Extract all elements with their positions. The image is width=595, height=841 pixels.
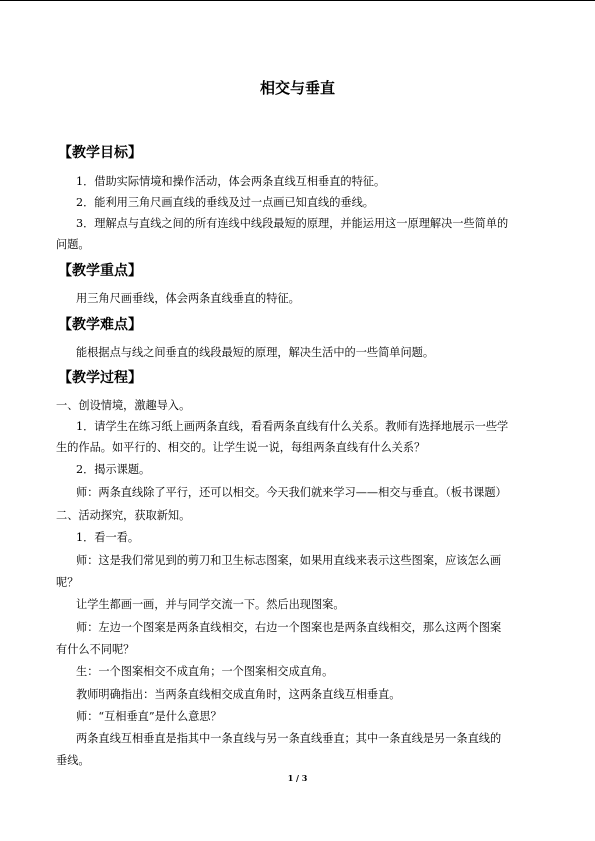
key-points-line-1: 用三角尺画垂线，体会两条直线垂直的特征。	[76, 292, 300, 305]
process-line-14: 教师明确指出：当两条直线相交成直角时，这两条直线互相垂直。	[76, 688, 401, 701]
process-line-10: 让学生都画一画，并与同学交流一下。然后出现图案。	[76, 598, 345, 611]
goals-line-3: 3．理解点与直线之间的所有连线中线段最短的原理，并能运用这一原理解决一些简单的	[76, 217, 509, 230]
process-line-6: 二、活动探究，获取新知。	[56, 509, 191, 522]
goals-line-2: 2．能利用三角尺画直线的垂线及过一点画已知直线的垂线。	[76, 196, 374, 209]
process-line-5: 师：两条直线除了平行，还可以相交。今天我们就来学习——相交与垂直。（板书课题）	[76, 486, 507, 499]
process-line-2: 1．请学生在练习纸上画两条直线，看看两条直线有什么关系。教师有选择地展示一些学	[76, 420, 509, 433]
process-line-13: 生：一个图案相交不成直角；一个图案相交成直角。	[76, 665, 334, 678]
process-line-16: 两条直线互相垂直是指其中一条直线与另一条直线垂直；其中一条直线是另一条直线的	[76, 732, 502, 745]
section-heading-process: 【教学过程】	[58, 370, 142, 386]
process-line-3: 生的作品。如平行的、相交的。让学生说一说，每组两条直线有什么关系？	[56, 441, 426, 454]
process-line-9: 呢？	[56, 576, 79, 589]
page-number: 1 / 3	[287, 773, 308, 783]
process-line-17: 垂线。	[56, 754, 90, 767]
section-heading-difficulties: 【教学难点】	[58, 317, 142, 333]
process-line-4: 2．揭示课题。	[76, 463, 151, 476]
process-line-15: 师：“互相垂直”是什么意思？	[76, 710, 222, 723]
process-line-8: 师：这是我们常见到的剪刀和卫生标志图案，如果用直线来表示这些图案，应该怎么画	[76, 554, 502, 567]
section-heading-goals: 【教学目标】	[58, 145, 142, 161]
process-line-7: 1．看一看。	[76, 531, 140, 544]
goals-line-4: 问题。	[56, 238, 90, 251]
page-top-border	[0, 0, 595, 1]
goals-line-1: 1．借助实际情境和操作活动，体会两条直线互相垂直的特征。	[76, 175, 386, 188]
difficulties-line-1: 能根据点与线之间垂直的线段最短的原理，解决生活中的一些简单问题。	[76, 346, 435, 359]
process-line-12: 有什么不同呢？	[56, 643, 135, 656]
section-heading-key-points: 【教学重点】	[58, 263, 142, 279]
process-line-11: 师：左边一个图案是两条直线相交，右边一个图案也是两条直线相交，那么这两个图案	[76, 621, 502, 634]
process-line-1: 一、创设情境，激趣导入。	[56, 399, 191, 412]
document-title: 相交与垂直	[259, 79, 335, 97]
